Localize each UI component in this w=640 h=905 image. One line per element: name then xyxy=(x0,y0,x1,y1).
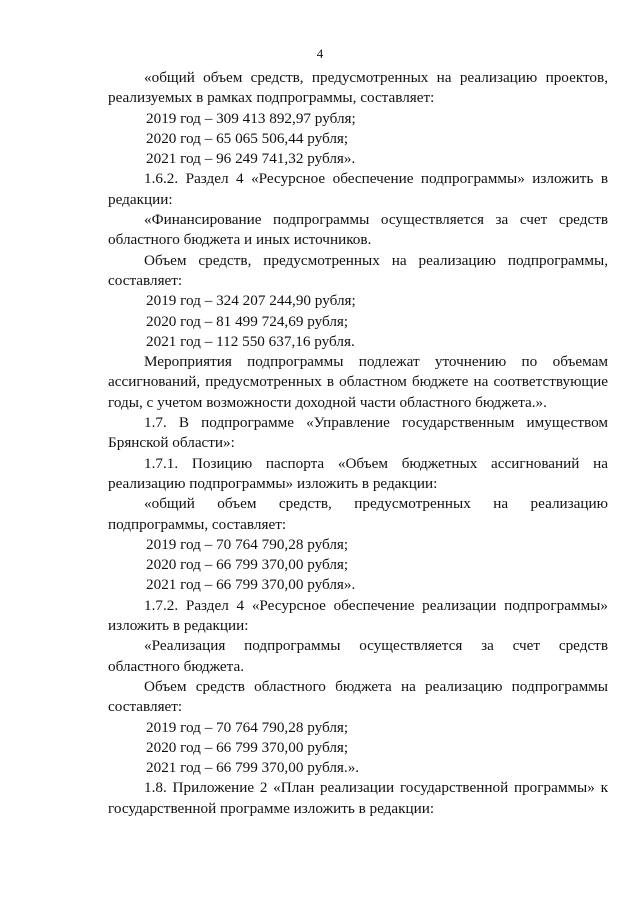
year-amount-line: 2021 год – 96 249 741,32 рубля». xyxy=(146,150,356,168)
year-amount-line: 2021 год – 66 799 370,00 рубля.». xyxy=(146,759,360,777)
paragraph: «общий объем средств, предусмотренных на реализацию проектов, реализуемых в рамках подпрограммы, составляет: xyxy=(108,69,608,107)
year-amount-line: 2020 год – 66 799 370,00 рубля; xyxy=(146,556,349,574)
paragraph: 1.7. В подпрограмме «Управление государственным имуществом Брянской области»: xyxy=(108,414,608,452)
paragraph: «общий объем средств, предусмотренных на реализацию подпрограммы, составляет: xyxy=(108,495,608,533)
paragraph: Объем средств, предусмотренных на реализацию подпрограммы, составляет: xyxy=(108,251,608,289)
paragraph: Объем средств областного бюджета на реализацию подпрограммы составляет: xyxy=(108,677,608,716)
paragraph: 1.8. Приложение 2 «План реализации государственной программы» к государственной программе изложить в редакции: xyxy=(108,779,608,817)
year-amount-line: 2019 год – 324 207 244,90 рубля; xyxy=(146,292,356,310)
paragraph: 1.7.2. Раздел 4 «Ресурсное обеспечение реализации подпрограммы» изложить в редакции: xyxy=(108,596,608,635)
year-amount-line: 2019 год – 70 764 790,28 рубля; xyxy=(146,535,349,553)
year-amount-line: 2021 год – 66 799 370,00 рубля». xyxy=(146,576,356,594)
year-amount-line: 2020 год – 81 499 724,69 рубля; xyxy=(146,312,349,330)
paragraph: «Финансирование подпрограммы осуществляется за счет средств областного бюджета и иных источников. xyxy=(108,211,608,249)
year-amount-line: 2019 год – 70 764 790,28 рубля; xyxy=(146,718,349,736)
year-amount-line: 2020 год – 66 799 370,00 рубля; xyxy=(146,738,349,756)
document-body xyxy=(108,68,608,819)
year-amount-line: 2020 год – 65 065 506,44 рубля; xyxy=(146,129,349,147)
page-number: 4 xyxy=(316,46,324,61)
year-amount-line: 2019 год – 309 413 892,97 рубля; xyxy=(146,109,356,127)
paragraph: Мероприятия подпрограммы подлежат уточнению по объемам ассигнований, предусмотренных в областном бюджете на соответствующие годы, с учетом возможности доходной части областного бюджета.». xyxy=(108,353,608,411)
year-amount-line: 2021 год – 112 550 637,16 рубля. xyxy=(146,332,355,350)
paragraph: 1.7.1. Позицию паспорта «Объем бюджетных ассигнований на реализацию подпрограммы» изложить в редакции: xyxy=(108,454,608,492)
paragraph: «Реализация подпрограммы осуществляется за счет средств областного бюджета. xyxy=(108,637,608,675)
paragraph: 1.6.2. Раздел 4 «Ресурсное обеспечение подпрограммы» изложить в редакции: xyxy=(108,170,608,208)
